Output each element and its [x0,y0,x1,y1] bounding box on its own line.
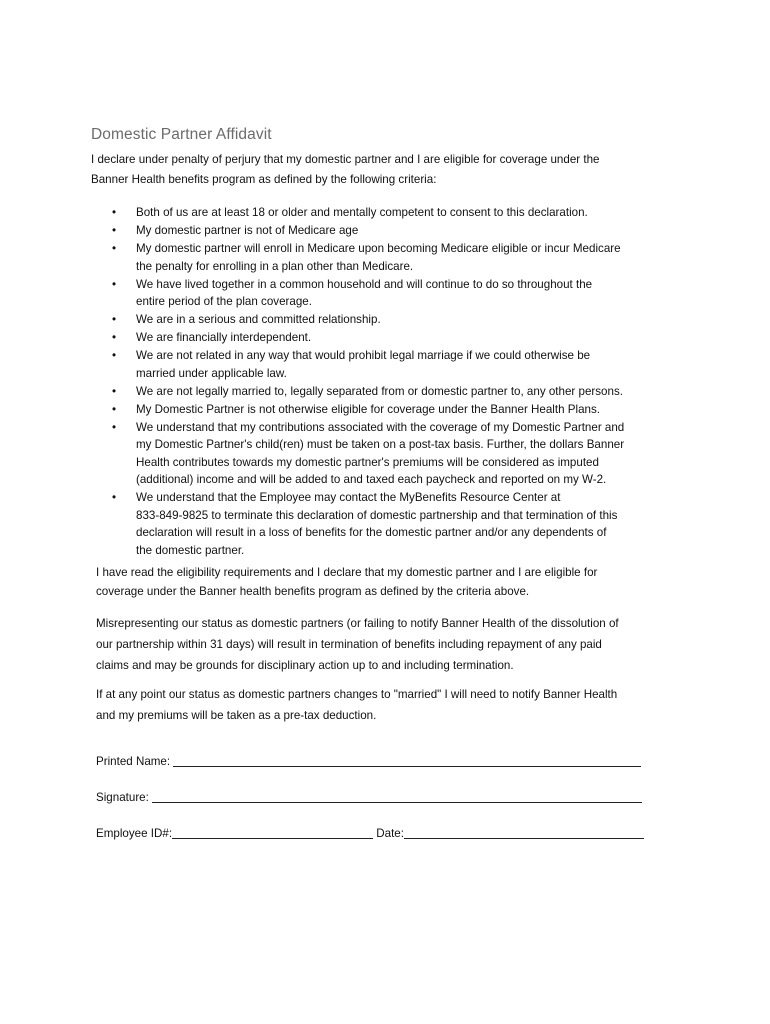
paragraph-line: If at any point our status as domestic partners changes to "married" I will need to notify Banner Health [96,688,618,701]
criteria-line: We are not legally married to, legally separated from or domestic partner to, any other persons. [136,384,623,398]
bullet-icon: • [112,224,117,237]
criteria-line: We are financially interdependent. [136,331,312,344]
bullet-icon: • [112,331,117,344]
intro-paragraph [91,150,599,190]
employee-id-field[interactable] [172,826,373,839]
paragraph-line: claims and may be grounds for disciplinary action up to and including termination. [96,659,514,672]
paragraph-line: coverage under the Banner health benefits program as defined by the criteria above. [96,585,530,598]
bullet-icon: • [112,402,117,416]
bullet-icon: • [112,349,117,362]
criteria-line: (additional) income and will be added to and taxed each paycheck and reported on my W-2. [136,473,607,486]
status-change-paragraph [96,684,617,726]
printed-name-label: Printed Name: [96,755,174,768]
criteria-line: We understand that the Employee may contact the MyBenefits Resource Center at [136,491,561,504]
criteria-line: declaration will result in a loss of benefits for the domestic partner and/or any dependents of [136,526,607,539]
signature-row [96,790,642,804]
criteria-line: Both of us are at least 18 or older and mentally competent to consent to this declaration. [136,206,588,219]
bullet-icon: • [112,206,117,219]
criteria-item [112,419,712,489]
date-field[interactable] [404,826,644,839]
misrepresentation-paragraph [96,613,619,676]
signature-field[interactable] [152,790,642,803]
intro-line: Banner Health benefits program as defined by the following criteria: [91,173,437,186]
criteria-line: Health contributes towards my domestic partner's premiums will be considered as imputed [136,455,599,469]
criteria-line: My Domestic Partner is not otherwise eligible for coverage under the Banner Health Plans. [136,402,600,416]
criteria-item [112,311,712,329]
criteria-line: 833-849-9825 to terminate this declaration of domestic partnership and that termination of this [136,508,618,522]
criteria-line: my Domestic Partner's child(ren) must be taken on a post-tax basis. Further, the dollars Banner [136,438,625,451]
bullet-icon: • [112,420,117,434]
printed-name-field[interactable] [173,754,641,767]
bullet-icon: • [112,277,117,291]
acknowledgement-paragraph [96,563,597,601]
bullet-icon: • [112,242,117,255]
criteria-line: the penalty for enrolling in a plan other than Medicare. [136,259,414,273]
criteria-line: We have lived together in a common household and will continue to do so throughout the [136,277,593,291]
paragraph-line: and my premiums will be taken as a pre-tax deduction. [96,709,377,722]
intro-line: I declare under penalty of perjury that my domestic partner and I are eligible for coverage under the [91,153,600,166]
signature-label: Signature: [96,791,153,804]
paragraph-line: I have read the eligibility requirements and I declare that my domestic partner and I are eligible for [96,566,598,579]
bullet-icon: • [112,384,117,398]
criteria-item [112,383,712,401]
criteria-item [112,401,712,419]
paragraph-line: our partnership within 31 days) will result in termination of benefits including repayment of any paid [96,638,602,651]
criteria-line: the domestic partner. [136,543,245,557]
criteria-list [112,204,712,560]
date-label: Date: [373,827,404,840]
criteria-line: We are not related in any way that would prohibit legal marriage if we could otherwise be [136,349,591,362]
criteria-item [112,204,712,222]
printed-name-row [96,754,641,768]
document-title: Domestic Partner Affidavit [91,126,272,143]
criteria-item [112,489,712,559]
employee-id-date-row [96,826,644,840]
criteria-item [112,276,712,311]
bullet-icon: • [112,491,117,504]
bullet-icon: • [112,313,117,326]
criteria-item [112,222,712,240]
employee-id-label: Employee ID#: [96,827,173,840]
criteria-line: My domestic partner is not of Medicare age [136,224,359,237]
criteria-item [112,329,712,347]
criteria-line: We are in a serious and committed relationship. [136,313,381,326]
paragraph-line: Misrepresenting our status as domestic partners (or failing to notify Banner Health of the dissolution of [96,617,619,630]
criteria-item [112,347,712,382]
criteria-item [112,240,712,275]
criteria-line: We understand that my contributions associated with the coverage of my Domestic Partner and [136,420,625,434]
criteria-line: entire period of the plan coverage. [136,295,312,308]
criteria-line: My domestic partner will enroll in Medicare upon becoming Medicare eligible or incur Medicare [136,242,621,255]
criteria-line: married under applicable law. [136,366,287,380]
